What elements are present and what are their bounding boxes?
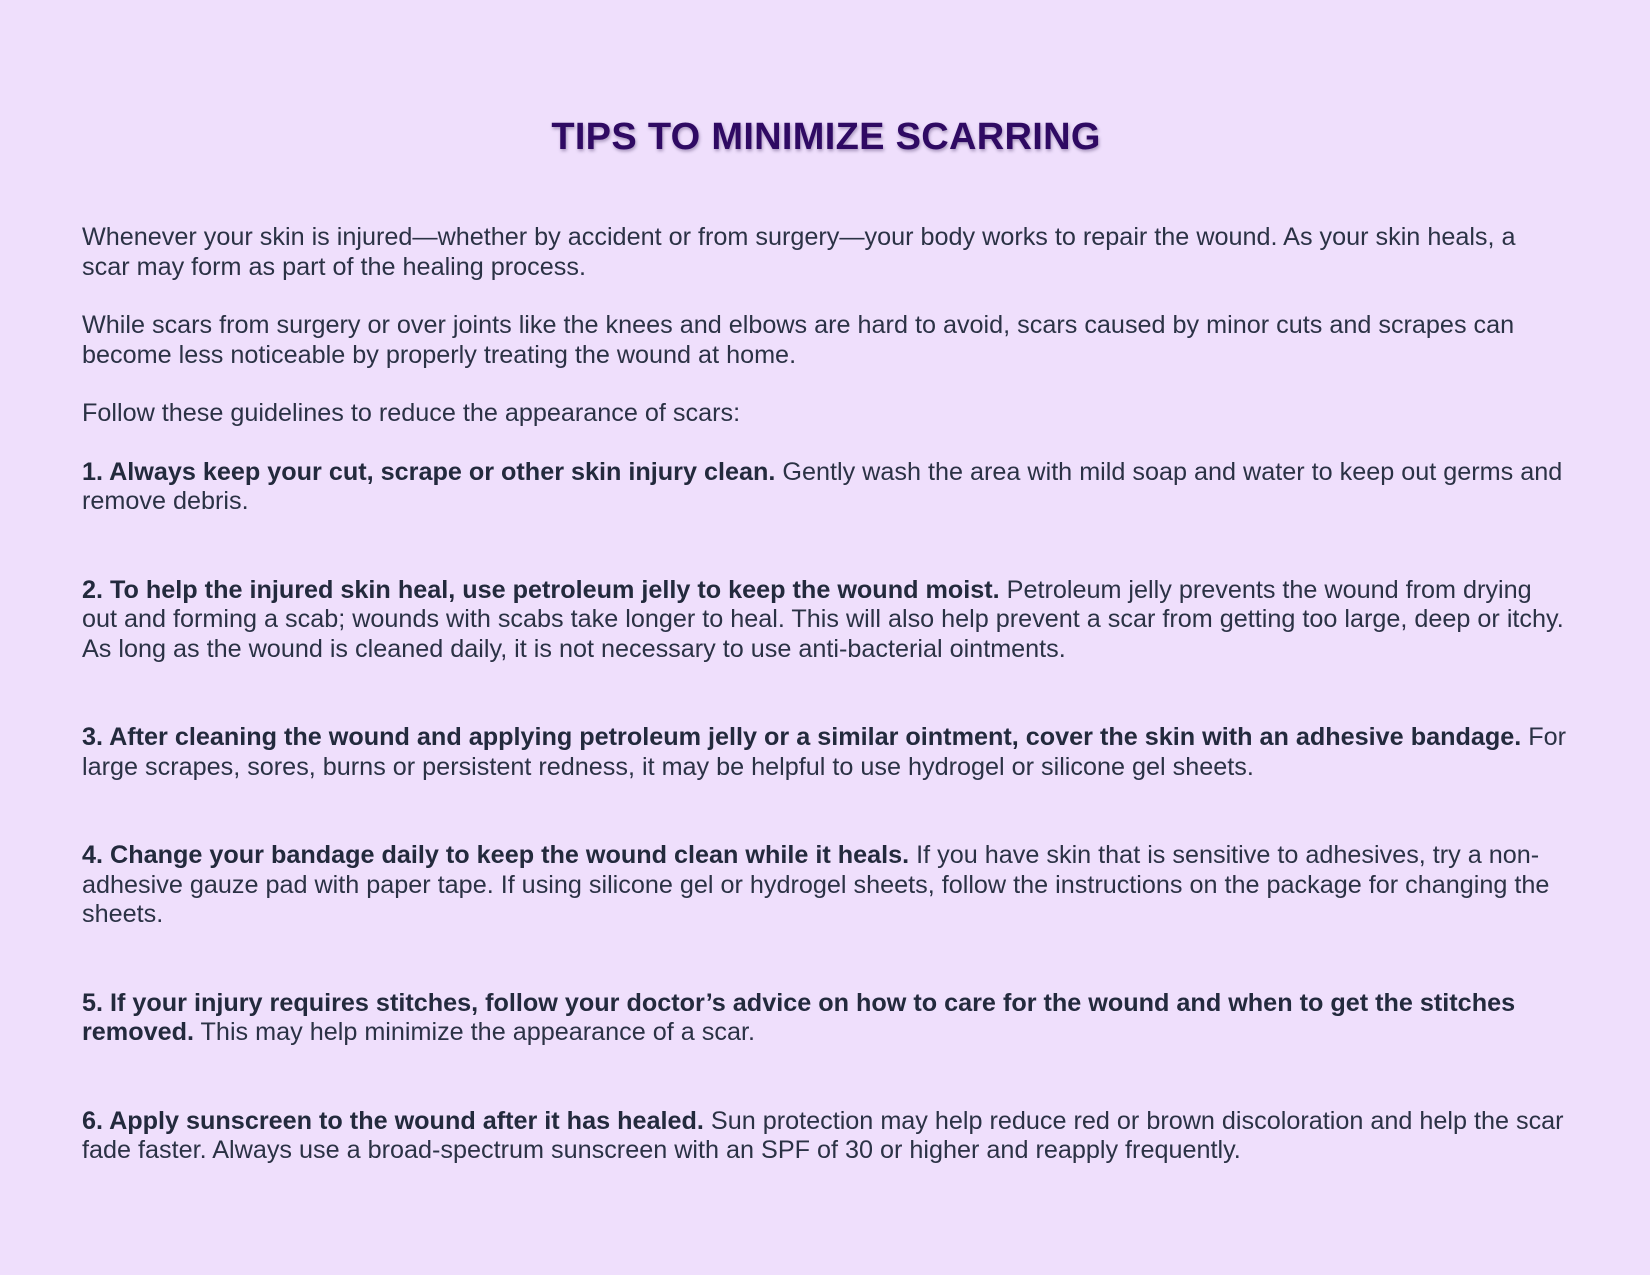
tip-5-heading: 5. If your injury requires stitches, follow your doctor’s advice on how to care for the wound and when to get the stitches removed. xyxy=(82,988,1516,1046)
tip-1 xyxy=(82,458,1570,517)
tip-2-body: Petroleum jelly prevents the wound from drying out and forming a scab; wounds with scabs take longer to heal. This will also help prevent a scar from getting too large, deep or itchy. As long as the wound is cleaned daily, it is not necessary to use anti-bacterial ointments. xyxy=(82,575,1564,663)
tip-4-heading: 4. Change your bandage daily to keep the wound clean while it heals. xyxy=(82,841,910,869)
intro-paragraph-1: Whenever your skin is injured—whether by accident or from surgery—your body works to repair the wound. As your skin heals, a scar may form as part of the healing process. xyxy=(82,223,1516,281)
tip-2-heading: 2. To help the injured skin heal, use petroleum jelly to keep the wound moist. xyxy=(82,575,1000,604)
tip-6-body: Sun protection may help reduce red or brown discoloration and help the scar fade faster. Always use a broad-spectrum sunscreen with an SPF of 30 or higher and reapply frequently. xyxy=(82,1106,1564,1164)
page-title: TIPS TO MINIMIZE SCARRING xyxy=(551,116,1101,158)
tip-3 xyxy=(82,723,1570,782)
tip-6-heading: 6. Apply sunscreen to the wound after it has healed. xyxy=(82,1106,704,1135)
tip-5-body: This may help minimize the appearance of a scar. xyxy=(200,1018,755,1046)
tip-1-body: Gently wash the area with mild soap and water to keep out germs and remove debris. xyxy=(82,457,1563,515)
tip-4-body: If you have skin that is sensitive to adhesives, try a non-adhesive gauze pad with paper tape. If using silicone gel or hydrogel sheets, follow the instructions on the package for changing the sheets. xyxy=(82,841,1550,928)
tip-3-body: For large scrapes, sores, burns or persistent redness, it may be helpful to use hydrogel or silicone gel sheets. xyxy=(82,723,1567,781)
intro-paragraph-2: While scars from surgery or over joints like the knees and elbows are hard to avoid, scars caused by minor cuts and scrapes can become less noticeable by properly treating the wound at home. xyxy=(82,311,1515,369)
document-body xyxy=(82,223,1570,1166)
tip-3-heading: 3. After cleaning the wound and applying petroleum jelly or a similar ointment, cover the skin with an adhesive bandage. xyxy=(82,723,1522,751)
tip-4 xyxy=(82,841,1570,930)
tip-6 xyxy=(82,1107,1570,1166)
tip-2 xyxy=(82,576,1570,665)
tip-1-heading: 1. Always keep your cut, scrape or other skin injury clean. xyxy=(82,457,776,486)
tip-5 xyxy=(82,989,1570,1048)
intro-paragraph-3: Follow these guidelines to reduce the appearance of scars: xyxy=(82,399,741,427)
